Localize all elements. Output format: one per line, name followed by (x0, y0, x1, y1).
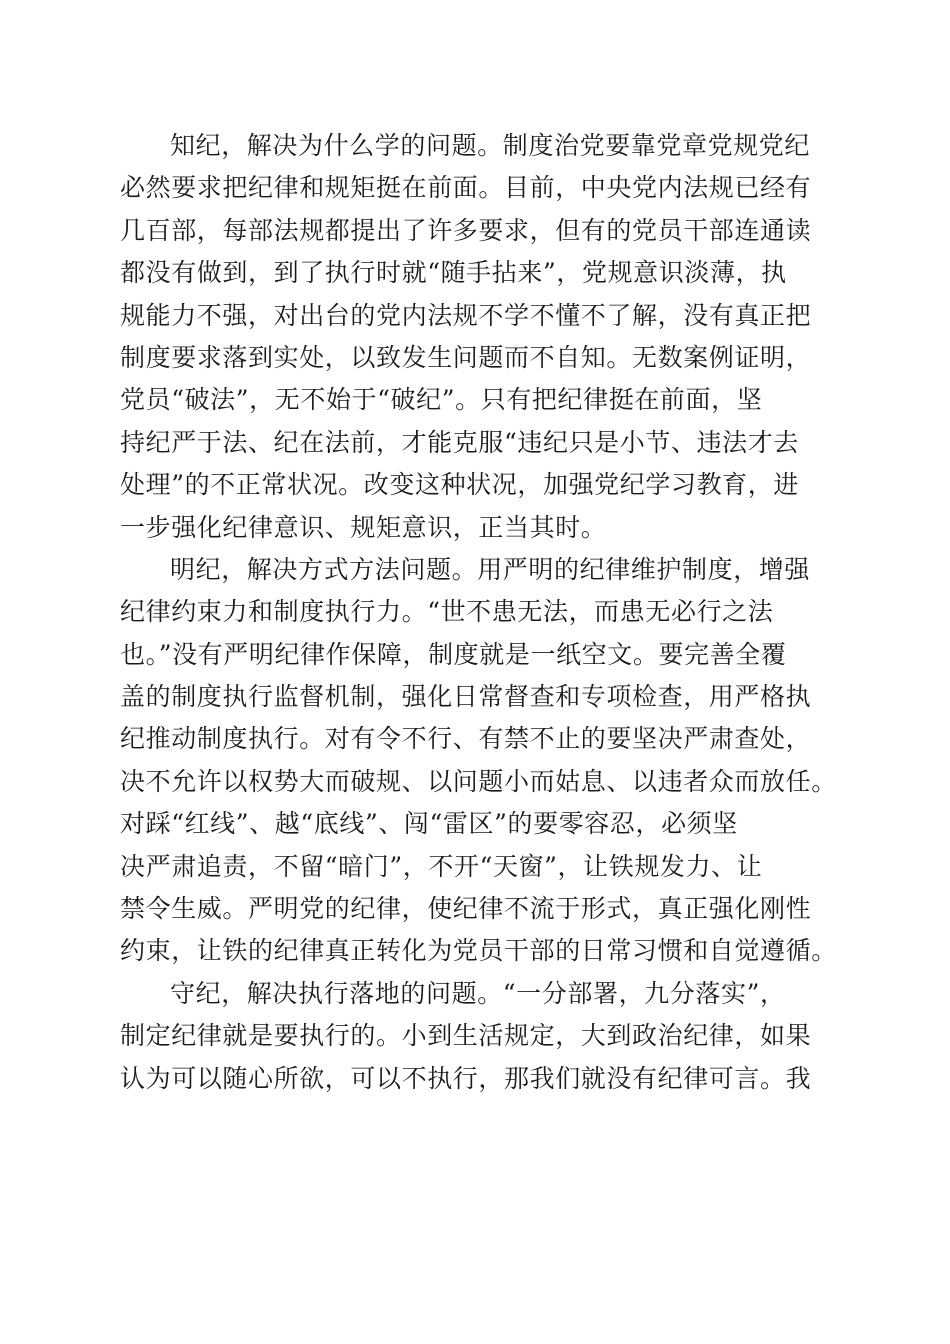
paragraph-1-line-10: 一步强化纪律意识、规矩意识，正当其时。 (120, 512, 607, 542)
paragraph-3-line-1: 守纪，解决执行落地的问题。“一分部署，九分落实”， (170, 978, 786, 1008)
paragraph-1-line-7: 党员“破法”，无不始于“破纪”。只有把纪律挺在前面，坚 (120, 385, 763, 415)
paragraph-3-line-3: 认为可以随心所欲，可以不执行，那我们就没有纪律可言。我 (120, 1063, 812, 1093)
paragraph-2-line-4: 盖的制度执行监督机制，强化日常督查和专项检查，用严格执 (120, 682, 812, 712)
paragraph-1-line-2: 必然要求把纪律和规矩挺在前面。目前，中央党内法规已经有 (120, 173, 812, 203)
paragraph-1-line-6: 制度要求落到实处，以致发生问题而不自知。无数案例证明， (120, 342, 812, 372)
paragraph-3-line-2: 制定纪律就是要执行的。小到生活规定，大到政治纪律，如果 (120, 1021, 812, 1051)
paragraph-2-line-8: 决严肃追责，不留“暗门”，不开“天窗”，让铁规发力、让 (120, 851, 763, 881)
paragraph-2-line-9: 禁令生威。严明党的纪律，使纪律不流于形式，真正强化刚性 (120, 894, 812, 924)
paragraph-1-line-1: 知纪，解决为什么学的问题。制度治党要靠党章党规党纪 (170, 131, 811, 160)
paragraph-1-line-8: 持纪严于法、纪在法前，才能克服“违纪只是小节、违法才去 (120, 427, 799, 457)
paragraph-1-line-3: 几百部，每部法规都提出了许多要求，但有的党员干部连通读 (120, 215, 812, 245)
paragraph-2-line-10: 约束，让铁的纪律真正转化为党员干部的日常习惯和自觉遵循。 (120, 936, 837, 966)
paragraph-2-line-6: 决不允许以权势大而破规、以问题小而姑息、以违者众而放任。 (120, 766, 837, 796)
paragraph-1-line-5: 规能力不强，对出台的党内法规不学不懂不了解，没有真正把 (120, 300, 812, 330)
paragraph-1-line-4: 都没有做到，到了执行时就“随手拈来”，党规意识淡薄，执 (120, 258, 787, 288)
paragraph-2-line-1: 明纪，解决方式方法问题。用严明的纪律维护制度，增强 (170, 554, 811, 584)
body-text (120, 125, 840, 1100)
paragraph-2-line-2: 纪律约束力和制度执行力。“世不患无法，而患无必行之法 (120, 597, 774, 627)
paragraph-2-line-7: 对踩“红线”、越“底线”、闯“雷区”的要零容忍，必须坚 (120, 809, 738, 839)
paragraph-1-line-9: 处理”的不正常状况。改变这种状况，加强党纪学习教育，进 (120, 470, 799, 500)
paragraph-2-line-3: 也。”没有严明纪律作保障，制度就是一纸空文。要完善全覆 (120, 639, 787, 669)
paragraph-2-line-5: 纪推动制度执行。对有令不行、有禁不止的要坚决严肃查处， (120, 724, 812, 754)
